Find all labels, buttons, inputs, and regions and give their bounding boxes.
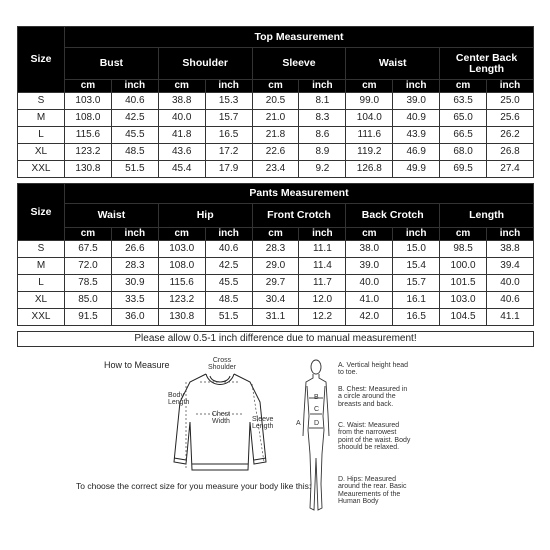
value-cell: 28.3 [252,241,299,258]
table-row [18,110,534,127]
value-cell: 40.6 [111,93,158,110]
size-cell: XL [18,292,65,309]
value-cell: 63.5 [440,93,487,110]
value-cell: 25.0 [487,93,534,110]
value-cell: 22.6 [252,144,299,161]
value-cell: 78.5 [65,275,112,292]
value-cell: 43.9 [393,127,440,144]
value-cell: 115.6 [158,275,205,292]
value-cell: 85.0 [65,292,112,309]
value-cell: 16.1 [393,292,440,309]
value-cell: 100.0 [440,258,487,275]
pants-measurement-table [17,183,534,326]
unit-header: inch [487,228,534,241]
value-cell: 43.6 [158,144,205,161]
value-cell: 40.9 [393,110,440,127]
value-cell: 36.0 [111,309,158,326]
value-cell: 40.0 [158,110,205,127]
size-header: Size [18,184,65,241]
unit-header: inch [111,80,158,93]
value-cell: 101.5 [440,275,487,292]
value-cell: 103.0 [65,93,112,110]
size-cell: M [18,258,65,275]
table-row [18,93,534,110]
value-cell: 12.2 [299,309,346,326]
marker-a: A [296,420,301,427]
value-cell: 20.5 [252,93,299,110]
unit-header: cm [440,80,487,93]
value-cell: 104.5 [440,309,487,326]
value-cell: 99.0 [346,93,393,110]
value-cell: 123.2 [158,292,205,309]
table-row [18,258,534,275]
value-cell: 16.5 [393,309,440,326]
value-cell: 41.0 [346,292,393,309]
column-header: Shoulder [158,48,252,80]
value-cell: 30.4 [252,292,299,309]
body-length-label: Body Length [168,392,190,407]
units-row [18,80,534,93]
value-cell: 17.2 [205,144,252,161]
value-cell: 49.9 [393,161,440,178]
value-cell: 40.6 [487,292,534,309]
value-cell: 28.3 [111,258,158,275]
unit-header: cm [346,80,393,93]
value-cell: 21.8 [252,127,299,144]
value-cell: 103.0 [440,292,487,309]
unit-header: inch [205,80,252,93]
value-cell: 30.9 [111,275,158,292]
column-header: Length [440,204,534,228]
value-cell: 15.7 [205,110,252,127]
value-cell: 126.8 [346,161,393,178]
table-row [18,161,534,178]
column-header: Waist [346,48,440,80]
value-cell: 108.0 [158,258,205,275]
unit-header: inch [299,228,346,241]
value-cell: 68.0 [440,144,487,161]
value-cell: 12.0 [299,292,346,309]
value-cell: 15.0 [393,241,440,258]
value-cell: 16.5 [205,127,252,144]
column-header: Waist [65,204,159,228]
value-cell: 104.0 [346,110,393,127]
value-cell: 40.0 [346,275,393,292]
sleeve-length-label: Sleeve Length [252,416,274,431]
value-cell: 29.0 [252,258,299,275]
size-cell: L [18,127,65,144]
human-body-figure [300,358,332,518]
size-cell: XL [18,144,65,161]
value-cell: 115.6 [65,127,112,144]
value-cell: 40.6 [205,241,252,258]
unit-header: cm [440,228,487,241]
legend-a: A. Vertical height head to toe. [338,362,409,377]
size-cell: S [18,241,65,258]
value-cell: 48.5 [205,292,252,309]
value-cell: 39.0 [393,93,440,110]
value-cell: 17.9 [205,161,252,178]
value-cell: 11.4 [299,258,346,275]
value-cell: 38.0 [346,241,393,258]
marker-c: C [314,406,320,413]
value-cell: 41.1 [487,309,534,326]
size-cell: S [18,93,65,110]
column-header: Bust [65,48,159,80]
value-cell: 39.0 [346,258,393,275]
value-cell: 48.5 [111,144,158,161]
unit-header: inch [393,80,440,93]
column-header: Center Back Length [440,48,534,80]
size-cell: L [18,275,65,292]
size-cell: XXL [18,309,65,326]
table-row [18,309,534,326]
value-cell: 51.5 [205,309,252,326]
value-cell: 8.9 [299,144,346,161]
chest-width-label: Chest Width [211,411,231,426]
marker-b: B [314,394,319,401]
cross-shoulder-label: Cross Shoulder [207,357,237,372]
marker-d: D [314,420,320,427]
value-cell: 8.1 [299,93,346,110]
column-header: Hip [158,204,252,228]
value-cell: 33.5 [111,292,158,309]
unit-header: inch [111,228,158,241]
value-cell: 38.8 [487,241,534,258]
value-cell: 27.4 [487,161,534,178]
value-cell: 108.0 [65,110,112,127]
unit-header: cm [252,228,299,241]
value-cell: 130.8 [65,161,112,178]
top-measurement-table [17,26,534,178]
unit-header: inch [299,80,346,93]
value-cell: 11.7 [299,275,346,292]
legend-b: B. Chest: Measured in a circle around the breasts and back. [338,386,408,408]
value-cell: 51.5 [111,161,158,178]
value-cell: 45.4 [158,161,205,178]
value-cell: 21.0 [252,110,299,127]
choose-size-instruction: To choose the correct size for you measure your body like this: [76,481,312,491]
value-cell: 11.1 [299,241,346,258]
value-cell: 15.4 [393,258,440,275]
unit-header: cm [158,80,205,93]
value-cell: 8.6 [299,127,346,144]
unit-header: cm [65,228,112,241]
table-row [18,292,534,309]
column-header: Front Crotch [252,204,346,228]
column-header: Back Crotch [346,204,440,228]
unit-header: cm [252,80,299,93]
table-row [18,144,534,161]
value-cell: 103.0 [158,241,205,258]
measurement-note: Please allow 0.5-1 inch difference due to manual measurement! [17,331,534,347]
value-cell: 130.8 [158,309,205,326]
unit-header: cm [65,80,112,93]
unit-header: cm [346,228,393,241]
value-cell: 45.5 [111,127,158,144]
unit-header: inch [393,228,440,241]
value-cell: 72.0 [65,258,112,275]
column-header: Sleeve [252,48,346,80]
legend-c: C. Waist: Measured from the narrowest point of the waist. Body shoould be relaxed. [338,422,411,452]
value-cell: 42.0 [346,309,393,326]
size-cell: M [18,110,65,127]
legend-d: D. Hips: Measured around the rear. Basic Meaurements of the Human Body [338,476,407,506]
value-cell: 123.2 [65,144,112,161]
value-cell: 119.2 [346,144,393,161]
value-cell: 9.2 [299,161,346,178]
value-cell: 42.5 [205,258,252,275]
value-cell: 67.5 [65,241,112,258]
size-header: Size [18,27,65,93]
unit-header: inch [205,228,252,241]
value-cell: 26.2 [487,127,534,144]
value-cell: 65.0 [440,110,487,127]
pants-measurement-title: Pants Measurement [65,184,534,204]
value-cell: 46.9 [393,144,440,161]
value-cell: 42.5 [111,110,158,127]
value-cell: 111.6 [346,127,393,144]
value-cell: 15.3 [205,93,252,110]
value-cell: 69.5 [440,161,487,178]
value-cell: 26.6 [111,241,158,258]
how-to-measure-title: How to Measure [104,360,170,370]
value-cell: 26.8 [487,144,534,161]
value-cell: 41.8 [158,127,205,144]
units-row [18,228,534,241]
value-cell: 91.5 [65,309,112,326]
top-measurement-title: Top Measurement [65,27,534,48]
value-cell: 8.3 [299,110,346,127]
value-cell: 31.1 [252,309,299,326]
table-row [18,275,534,292]
value-cell: 25.6 [487,110,534,127]
table-row [18,127,534,144]
table-row [18,241,534,258]
value-cell: 29.7 [252,275,299,292]
value-cell: 38.8 [158,93,205,110]
value-cell: 66.5 [440,127,487,144]
value-cell: 15.7 [393,275,440,292]
value-cell: 98.5 [440,241,487,258]
unit-header: inch [487,80,534,93]
unit-header: cm [158,228,205,241]
size-cell: XXL [18,161,65,178]
value-cell: 40.0 [487,275,534,292]
value-cell: 45.5 [205,275,252,292]
value-cell: 39.4 [487,258,534,275]
value-cell: 23.4 [252,161,299,178]
